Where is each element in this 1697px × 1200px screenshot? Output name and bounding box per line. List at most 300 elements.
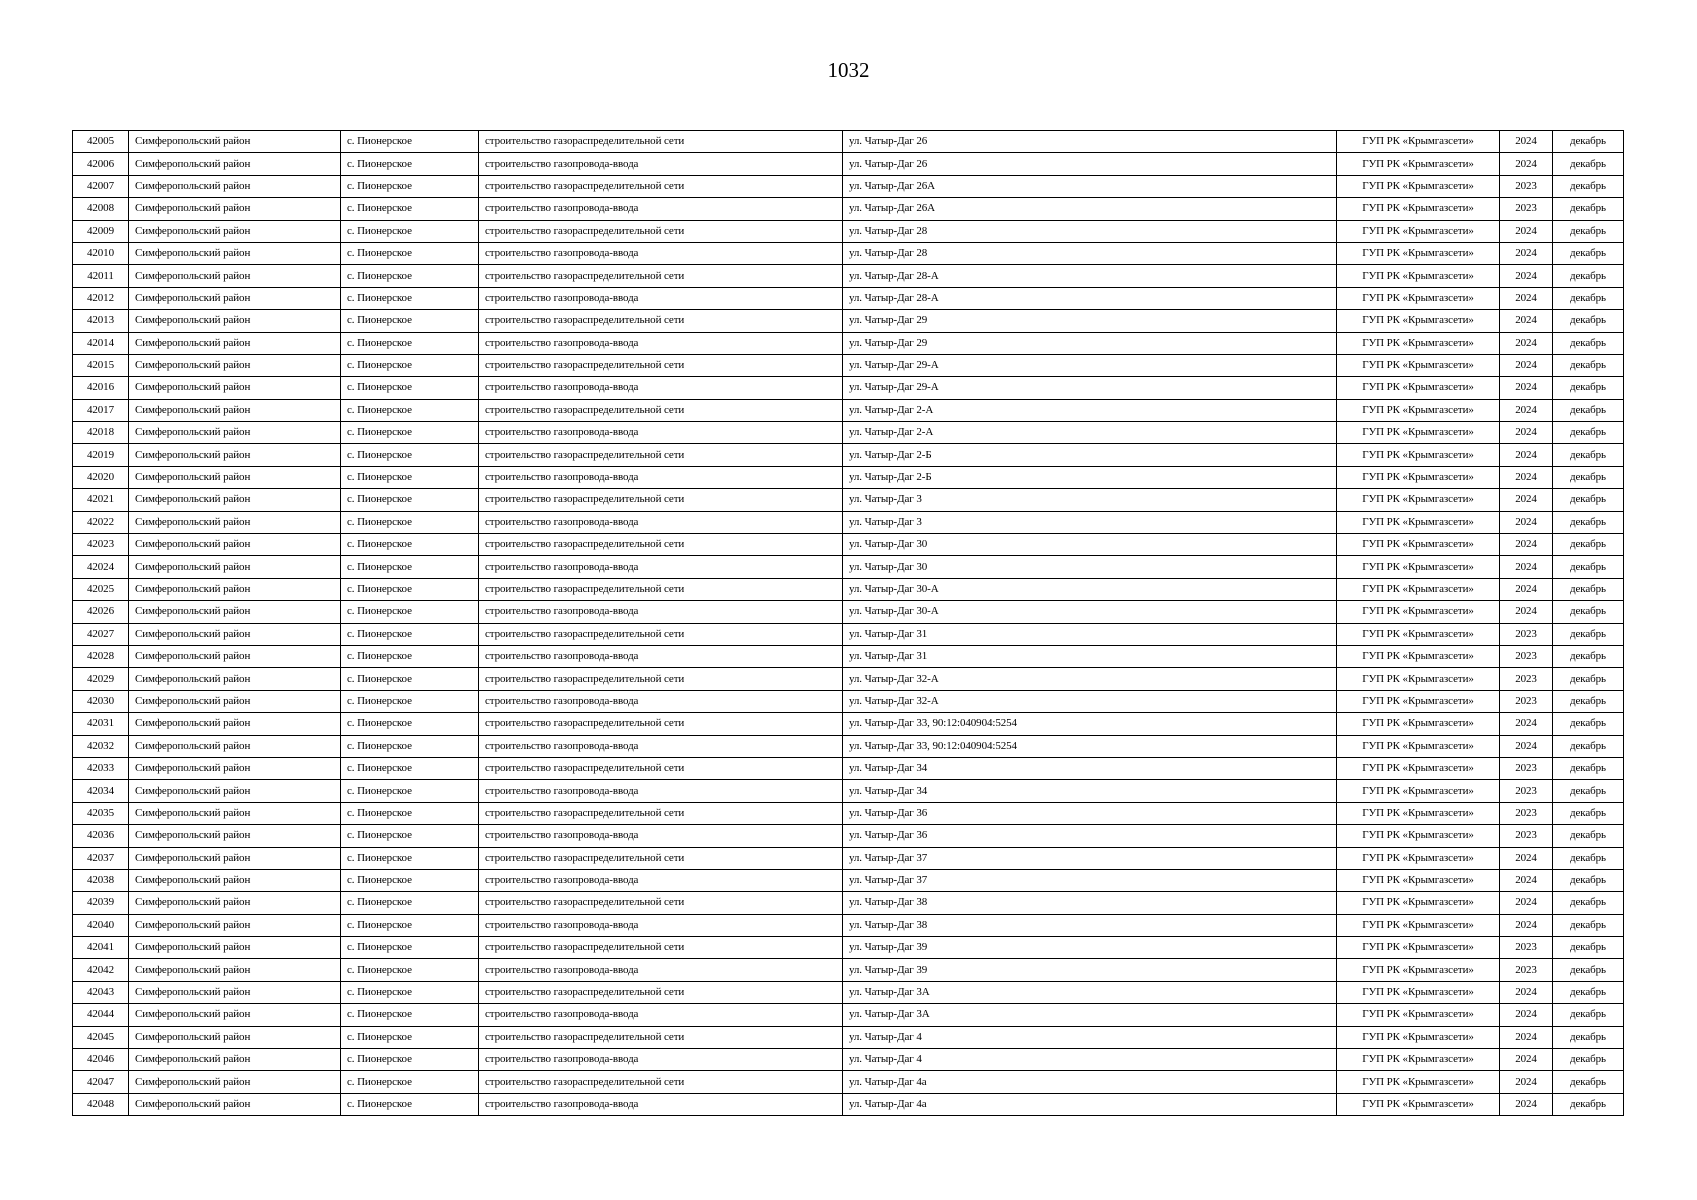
table-row <box>73 601 1624 623</box>
organization-cell: ГУП РК «Крымгазсети» <box>1337 1071 1500 1093</box>
address-cell: ул. Чатыр-Даг 3А <box>843 981 1337 1003</box>
organization-cell: ГУП РК «Крымгазсети» <box>1337 757 1500 779</box>
work-type-cell: строительство газораспределительной сети <box>479 489 843 511</box>
year-cell: 2024 <box>1500 869 1553 891</box>
table-row <box>73 198 1624 220</box>
year-cell: 2024 <box>1500 1004 1553 1026</box>
year-cell: 2023 <box>1500 780 1553 802</box>
organization-cell: ГУП РК «Крымгазсети» <box>1337 1093 1500 1115</box>
settlement-cell: с. Пионерское <box>341 310 479 332</box>
month-cell: декабрь <box>1553 713 1624 735</box>
organization-cell: ГУП РК «Крымгазсети» <box>1337 377 1500 399</box>
work-type-cell: строительство газораспределительной сети <box>479 713 843 735</box>
work-type-cell: строительство газораспределительной сети <box>479 1071 843 1093</box>
settlement-cell: с. Пионерское <box>341 847 479 869</box>
settlement-cell: с. Пионерское <box>341 220 479 242</box>
work-type-cell: строительство газопровода-ввода <box>479 735 843 757</box>
month-cell: декабрь <box>1553 780 1624 802</box>
work-type-cell: строительство газопровода-ввода <box>479 959 843 981</box>
table-row <box>73 892 1624 914</box>
settlement-cell: с. Пионерское <box>341 131 479 153</box>
table-row <box>73 399 1624 421</box>
district-cell: Симферопольский район <box>129 1004 341 1026</box>
district-cell: Симферопольский район <box>129 869 341 891</box>
table-row <box>73 937 1624 959</box>
row-number-cell: 42008 <box>73 198 129 220</box>
organization-cell: ГУП РК «Крымгазсети» <box>1337 645 1500 667</box>
month-cell: декабрь <box>1553 892 1624 914</box>
district-cell: Симферопольский район <box>129 668 341 690</box>
settlement-cell: с. Пионерское <box>341 645 479 667</box>
district-cell: Симферопольский район <box>129 757 341 779</box>
organization-cell: ГУП РК «Крымгазсети» <box>1337 131 1500 153</box>
settlement-cell: с. Пионерское <box>341 959 479 981</box>
work-type-cell: строительство газопровода-ввода <box>479 198 843 220</box>
table-row <box>73 511 1624 533</box>
table-row <box>73 623 1624 645</box>
organization-cell: ГУП РК «Крымгазсети» <box>1337 175 1500 197</box>
table-row <box>73 466 1624 488</box>
district-cell: Симферопольский район <box>129 153 341 175</box>
month-cell: декабрь <box>1553 422 1624 444</box>
organization-cell: ГУП РК «Крымгазсети» <box>1337 601 1500 623</box>
year-cell: 2024 <box>1500 444 1553 466</box>
address-cell: ул. Чатыр-Даг 36 <box>843 802 1337 824</box>
year-cell: 2024 <box>1500 466 1553 488</box>
settlement-cell: с. Пионерское <box>341 287 479 309</box>
row-number-cell: 42048 <box>73 1093 129 1115</box>
year-cell: 2023 <box>1500 757 1553 779</box>
work-type-cell: строительство газопровода-ввода <box>479 869 843 891</box>
organization-cell: ГУП РК «Крымгазсети» <box>1337 153 1500 175</box>
address-cell: ул. Чатыр-Даг 4а <box>843 1071 1337 1093</box>
organization-cell: ГУП РК «Крымгазсети» <box>1337 914 1500 936</box>
settlement-cell: с. Пионерское <box>341 892 479 914</box>
table-row <box>73 556 1624 578</box>
registry-body <box>73 131 1624 1116</box>
address-cell: ул. Чатыр-Даг 31 <box>843 645 1337 667</box>
district-cell: Симферопольский район <box>129 825 341 847</box>
row-number-cell: 42029 <box>73 668 129 690</box>
organization-cell: ГУП РК «Крымгазсети» <box>1337 937 1500 959</box>
address-cell: ул. Чатыр-Даг 3 <box>843 489 1337 511</box>
district-cell: Симферопольский район <box>129 802 341 824</box>
address-cell: ул. Чатыр-Даг 36 <box>843 825 1337 847</box>
settlement-cell: с. Пионерское <box>341 869 479 891</box>
row-number-cell: 42009 <box>73 220 129 242</box>
table-row <box>73 1026 1624 1048</box>
year-cell: 2024 <box>1500 1071 1553 1093</box>
month-cell: декабрь <box>1553 623 1624 645</box>
organization-cell: ГУП РК «Крымгазсети» <box>1337 444 1500 466</box>
table-row <box>73 1093 1624 1115</box>
table-row <box>73 668 1624 690</box>
settlement-cell: с. Пионерское <box>341 735 479 757</box>
row-number-cell: 42045 <box>73 1026 129 1048</box>
year-cell: 2024 <box>1500 220 1553 242</box>
row-number-cell: 42005 <box>73 131 129 153</box>
work-type-cell: строительство газопровода-ввода <box>479 645 843 667</box>
row-number-cell: 42023 <box>73 534 129 556</box>
month-cell: декабрь <box>1553 332 1624 354</box>
work-type-cell: строительство газопровода-ввода <box>479 556 843 578</box>
table-row <box>73 310 1624 332</box>
work-type-cell: строительство газопровода-ввода <box>479 287 843 309</box>
organization-cell: ГУП РК «Крымгазсети» <box>1337 1004 1500 1026</box>
address-cell: ул. Чатыр-Даг 39 <box>843 937 1337 959</box>
row-number-cell: 42039 <box>73 892 129 914</box>
table-row <box>73 780 1624 802</box>
organization-cell: ГУП РК «Крымгазсети» <box>1337 959 1500 981</box>
organization-cell: ГУП РК «Крымгазсети» <box>1337 668 1500 690</box>
address-cell: ул. Чатыр-Даг 34 <box>843 780 1337 802</box>
month-cell: декабрь <box>1553 131 1624 153</box>
address-cell: ул. Чатыр-Даг 38 <box>843 914 1337 936</box>
district-cell: Симферопольский район <box>129 242 341 264</box>
year-cell: 2024 <box>1500 399 1553 421</box>
settlement-cell: с. Пионерское <box>341 601 479 623</box>
row-number-cell: 42006 <box>73 153 129 175</box>
address-cell: ул. Чатыр-Даг 30 <box>843 534 1337 556</box>
district-cell: Симферопольский район <box>129 220 341 242</box>
row-number-cell: 42036 <box>73 825 129 847</box>
settlement-cell: с. Пионерское <box>341 1026 479 1048</box>
settlement-cell: с. Пионерское <box>341 981 479 1003</box>
district-cell: Симферопольский район <box>129 422 341 444</box>
work-type-cell: строительство газораспределительной сети <box>479 757 843 779</box>
row-number-cell: 42030 <box>73 690 129 712</box>
address-cell: ул. Чатыр-Даг 37 <box>843 847 1337 869</box>
year-cell: 2024 <box>1500 354 1553 376</box>
table-row <box>73 422 1624 444</box>
year-cell: 2024 <box>1500 242 1553 264</box>
year-cell: 2024 <box>1500 377 1553 399</box>
work-type-cell: строительство газопровода-ввода <box>479 511 843 533</box>
settlement-cell: с. Пионерское <box>341 1049 479 1071</box>
district-cell: Симферопольский район <box>129 1093 341 1115</box>
month-cell: декабрь <box>1553 310 1624 332</box>
table-row <box>73 220 1624 242</box>
row-number-cell: 42007 <box>73 175 129 197</box>
district-cell: Симферопольский район <box>129 354 341 376</box>
row-number-cell: 42022 <box>73 511 129 533</box>
organization-cell: ГУП РК «Крымгазсети» <box>1337 399 1500 421</box>
month-cell: декабрь <box>1553 735 1624 757</box>
district-cell: Симферопольский район <box>129 310 341 332</box>
year-cell: 2024 <box>1500 1093 1553 1115</box>
month-cell: декабрь <box>1553 153 1624 175</box>
district-cell: Симферопольский район <box>129 399 341 421</box>
organization-cell: ГУП РК «Крымгазсети» <box>1337 220 1500 242</box>
row-number-cell: 42020 <box>73 466 129 488</box>
organization-cell: ГУП РК «Крымгазсети» <box>1337 578 1500 600</box>
address-cell: ул. Чатыр-Даг 28 <box>843 220 1337 242</box>
work-type-cell: строительство газораспределительной сети <box>479 534 843 556</box>
address-cell: ул. Чатыр-Даг 38 <box>843 892 1337 914</box>
work-type-cell: строительство газопровода-ввода <box>479 332 843 354</box>
district-cell: Симферопольский район <box>129 578 341 600</box>
year-cell: 2023 <box>1500 825 1553 847</box>
work-type-cell: строительство газопровода-ввода <box>479 914 843 936</box>
settlement-cell: с. Пионерское <box>341 399 479 421</box>
row-number-cell: 42047 <box>73 1071 129 1093</box>
year-cell: 2024 <box>1500 847 1553 869</box>
district-cell: Симферопольский район <box>129 937 341 959</box>
district-cell: Симферопольский район <box>129 1049 341 1071</box>
row-number-cell: 42031 <box>73 713 129 735</box>
table-row <box>73 959 1624 981</box>
work-type-cell: строительство газопровода-ввода <box>479 422 843 444</box>
table-row <box>73 354 1624 376</box>
address-cell: ул. Чатыр-Даг 4 <box>843 1026 1337 1048</box>
district-cell: Симферопольский район <box>129 511 341 533</box>
work-type-cell: строительство газораспределительной сети <box>479 220 843 242</box>
settlement-cell: с. Пионерское <box>341 511 479 533</box>
address-cell: ул. Чатыр-Даг 2-А <box>843 422 1337 444</box>
month-cell: декабрь <box>1553 1026 1624 1048</box>
organization-cell: ГУП РК «Крымгазсети» <box>1337 354 1500 376</box>
month-cell: декабрь <box>1553 556 1624 578</box>
settlement-cell: с. Пионерское <box>341 780 479 802</box>
table-row <box>73 332 1624 354</box>
month-cell: декабрь <box>1553 825 1624 847</box>
district-cell: Симферопольский район <box>129 332 341 354</box>
month-cell: декабрь <box>1553 198 1624 220</box>
district-cell: Симферопольский район <box>129 287 341 309</box>
organization-cell: ГУП РК «Крымгазсети» <box>1337 869 1500 891</box>
table-row <box>73 757 1624 779</box>
year-cell: 2024 <box>1500 265 1553 287</box>
table-row <box>73 645 1624 667</box>
table-row <box>73 444 1624 466</box>
year-cell: 2023 <box>1500 645 1553 667</box>
address-cell: ул. Чатыр-Даг 31 <box>843 623 1337 645</box>
settlement-cell: с. Пионерское <box>341 578 479 600</box>
table-row <box>73 534 1624 556</box>
work-type-cell: строительство газораспределительной сети <box>479 847 843 869</box>
month-cell: декабрь <box>1553 175 1624 197</box>
settlement-cell: с. Пионерское <box>341 175 479 197</box>
settlement-cell: с. Пионерское <box>341 534 479 556</box>
district-cell: Симферопольский район <box>129 623 341 645</box>
month-cell: декабрь <box>1553 444 1624 466</box>
row-number-cell: 42043 <box>73 981 129 1003</box>
work-type-cell: строительство газораспределительной сети <box>479 578 843 600</box>
address-cell: ул. Чатыр-Даг 30 <box>843 556 1337 578</box>
organization-cell: ГУП РК «Крымгазсети» <box>1337 489 1500 511</box>
settlement-cell: с. Пионерское <box>341 242 479 264</box>
settlement-cell: с. Пионерское <box>341 332 479 354</box>
district-cell: Симферопольский район <box>129 645 341 667</box>
year-cell: 2024 <box>1500 511 1553 533</box>
work-type-cell: строительство газопровода-ввода <box>479 1049 843 1071</box>
organization-cell: ГУП РК «Крымгазсети» <box>1337 780 1500 802</box>
year-cell: 2024 <box>1500 1049 1553 1071</box>
table-row <box>73 690 1624 712</box>
row-number-cell: 42021 <box>73 489 129 511</box>
table-row <box>73 287 1624 309</box>
work-type-cell: строительство газопровода-ввода <box>479 1004 843 1026</box>
work-type-cell: строительство газораспределительной сети <box>479 937 843 959</box>
row-number-cell: 42019 <box>73 444 129 466</box>
year-cell: 2023 <box>1500 937 1553 959</box>
row-number-cell: 42013 <box>73 310 129 332</box>
month-cell: декабрь <box>1553 242 1624 264</box>
address-cell: ул. Чатыр-Даг 34 <box>843 757 1337 779</box>
address-cell: ул. Чатыр-Даг 2-Б <box>843 466 1337 488</box>
year-cell: 2024 <box>1500 981 1553 1003</box>
year-cell: 2023 <box>1500 623 1553 645</box>
address-cell: ул. Чатыр-Даг 32-А <box>843 690 1337 712</box>
address-cell: ул. Чатыр-Даг 28-А <box>843 287 1337 309</box>
address-cell: ул. Чатыр-Даг 39 <box>843 959 1337 981</box>
district-cell: Симферопольский район <box>129 735 341 757</box>
settlement-cell: с. Пионерское <box>341 1093 479 1115</box>
row-number-cell: 42028 <box>73 645 129 667</box>
district-cell: Симферопольский район <box>129 981 341 1003</box>
month-cell: декабрь <box>1553 1049 1624 1071</box>
table-row <box>73 242 1624 264</box>
month-cell: декабрь <box>1553 847 1624 869</box>
work-type-cell: строительство газораспределительной сети <box>479 1026 843 1048</box>
month-cell: декабрь <box>1553 511 1624 533</box>
settlement-cell: с. Пионерское <box>341 489 479 511</box>
table-row <box>73 981 1624 1003</box>
row-number-cell: 42025 <box>73 578 129 600</box>
settlement-cell: с. Пионерское <box>341 623 479 645</box>
work-type-cell: строительство газопровода-ввода <box>479 780 843 802</box>
table-row <box>73 131 1624 153</box>
district-cell: Симферопольский район <box>129 713 341 735</box>
month-cell: декабрь <box>1553 668 1624 690</box>
settlement-cell: с. Пионерское <box>341 556 479 578</box>
year-cell: 2023 <box>1500 198 1553 220</box>
address-cell: ул. Чатыр-Даг 37 <box>843 869 1337 891</box>
month-cell: декабрь <box>1553 220 1624 242</box>
table-row <box>73 153 1624 175</box>
work-type-cell: строительство газораспределительной сети <box>479 175 843 197</box>
district-cell: Симферопольский район <box>129 131 341 153</box>
settlement-cell: с. Пионерское <box>341 422 479 444</box>
address-cell: ул. Чатыр-Даг 30-А <box>843 601 1337 623</box>
work-type-cell: строительство газопровода-ввода <box>479 377 843 399</box>
organization-cell: ГУП РК «Крымгазсети» <box>1337 981 1500 1003</box>
month-cell: декабрь <box>1553 265 1624 287</box>
address-cell: ул. Чатыр-Даг 26А <box>843 198 1337 220</box>
work-type-cell: строительство газораспределительной сети <box>479 981 843 1003</box>
work-type-cell: строительство газопровода-ввода <box>479 1093 843 1115</box>
work-type-cell: строительство газораспределительной сети <box>479 668 843 690</box>
address-cell: ул. Чатыр-Даг 32-А <box>843 668 1337 690</box>
table-row <box>73 869 1624 891</box>
month-cell: декабрь <box>1553 399 1624 421</box>
row-number-cell: 42017 <box>73 399 129 421</box>
year-cell: 2024 <box>1500 735 1553 757</box>
district-cell: Симферопольский район <box>129 556 341 578</box>
month-cell: декабрь <box>1553 757 1624 779</box>
table-row <box>73 1071 1624 1093</box>
organization-cell: ГУП РК «Крымгазсети» <box>1337 892 1500 914</box>
row-number-cell: 42012 <box>73 287 129 309</box>
district-cell: Симферопольский район <box>129 489 341 511</box>
district-cell: Симферопольский район <box>129 534 341 556</box>
organization-cell: ГУП РК «Крымгазсети» <box>1337 735 1500 757</box>
address-cell: ул. Чатыр-Даг 28-А <box>843 265 1337 287</box>
settlement-cell: с. Пионерское <box>341 802 479 824</box>
organization-cell: ГУП РК «Крымгазсети» <box>1337 310 1500 332</box>
table-row <box>73 713 1624 735</box>
month-cell: декабрь <box>1553 287 1624 309</box>
address-cell: ул. Чатыр-Даг 26 <box>843 153 1337 175</box>
organization-cell: ГУП РК «Крымгазсети» <box>1337 242 1500 264</box>
year-cell: 2024 <box>1500 713 1553 735</box>
page-number: 1032 <box>827 58 870 82</box>
address-cell: ул. Чатыр-Даг 4 <box>843 1049 1337 1071</box>
work-type-cell: строительство газораспределительной сети <box>479 265 843 287</box>
row-number-cell: 42038 <box>73 869 129 891</box>
address-cell: ул. Чатыр-Даг 2-Б <box>843 444 1337 466</box>
month-cell: декабрь <box>1553 466 1624 488</box>
table-row <box>73 265 1624 287</box>
address-cell: ул. Чатыр-Даг 4а <box>843 1093 1337 1115</box>
settlement-cell: с. Пионерское <box>341 690 479 712</box>
year-cell: 2024 <box>1500 287 1553 309</box>
district-cell: Симферопольский район <box>129 1026 341 1048</box>
month-cell: декабрь <box>1553 869 1624 891</box>
month-cell: декабрь <box>1553 354 1624 376</box>
organization-cell: ГУП РК «Крымгазсети» <box>1337 556 1500 578</box>
work-type-cell: строительство газопровода-ввода <box>479 601 843 623</box>
row-number-cell: 42040 <box>73 914 129 936</box>
table-row <box>73 489 1624 511</box>
settlement-cell: с. Пионерское <box>341 914 479 936</box>
month-cell: декабрь <box>1553 690 1624 712</box>
work-type-cell: строительство газораспределительной сети <box>479 892 843 914</box>
district-cell: Симферопольский район <box>129 444 341 466</box>
organization-cell: ГУП РК «Крымгазсети» <box>1337 825 1500 847</box>
address-cell: ул. Чатыр-Даг 33, 90:12:040904:5254 <box>843 713 1337 735</box>
year-cell: 2024 <box>1500 131 1553 153</box>
address-cell: ул. Чатыр-Даг 3 <box>843 511 1337 533</box>
month-cell: декабрь <box>1553 981 1624 1003</box>
month-cell: декабрь <box>1553 601 1624 623</box>
row-number-cell: 42032 <box>73 735 129 757</box>
settlement-cell: с. Пионерское <box>341 377 479 399</box>
year-cell: 2024 <box>1500 332 1553 354</box>
month-cell: декабрь <box>1553 645 1624 667</box>
settlement-cell: с. Пионерское <box>341 198 479 220</box>
month-cell: декабрь <box>1553 489 1624 511</box>
district-cell: Симферопольский район <box>129 1071 341 1093</box>
year-cell: 2024 <box>1500 601 1553 623</box>
year-cell: 2023 <box>1500 668 1553 690</box>
work-type-cell: строительство газораспределительной сети <box>479 131 843 153</box>
organization-cell: ГУП РК «Крымгазсети» <box>1337 847 1500 869</box>
address-cell: ул. Чатыр-Даг 30-А <box>843 578 1337 600</box>
work-type-cell: строительство газораспределительной сети <box>479 802 843 824</box>
address-cell: ул. Чатыр-Даг 28 <box>843 242 1337 264</box>
settlement-cell: с. Пионерское <box>341 668 479 690</box>
district-cell: Симферопольский район <box>129 892 341 914</box>
settlement-cell: с. Пионерское <box>341 713 479 735</box>
month-cell: декабрь <box>1553 937 1624 959</box>
organization-cell: ГУП РК «Крымгазсети» <box>1337 287 1500 309</box>
row-number-cell: 42016 <box>73 377 129 399</box>
district-cell: Симферопольский район <box>129 198 341 220</box>
table-row <box>73 802 1624 824</box>
row-number-cell: 42011 <box>73 265 129 287</box>
settlement-cell: с. Пионерское <box>341 354 479 376</box>
